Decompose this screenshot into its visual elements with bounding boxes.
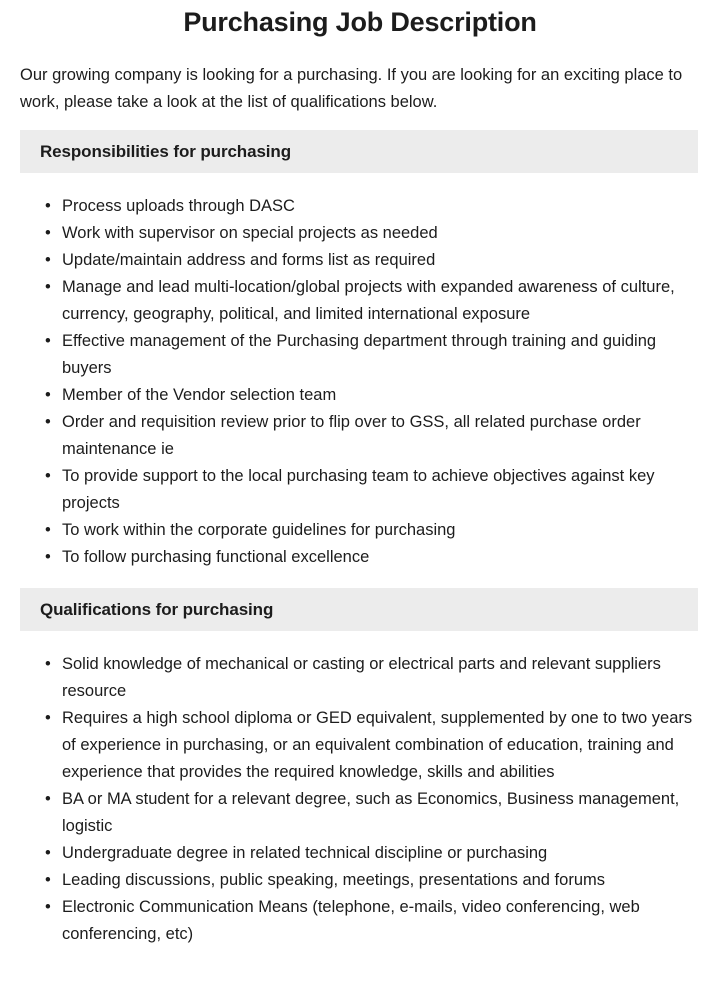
section-heading-responsibilities: Responsibilities for purchasing — [40, 141, 291, 161]
list-item: • Work with supervisor on special projects as needed — [62, 220, 696, 247]
section-header-responsibilities — [20, 130, 698, 173]
section-header-qualifications — [20, 588, 698, 631]
qualifications-list — [0, 651, 696, 948]
list-item: • Requires a high school diploma or GED equivalent, supplemented by one to two years of experience in purchasing, or an equivalent combination of education, training and experience that provides the required knowledge, skills and abilities — [62, 705, 696, 786]
intro-paragraph: Our growing company is looking for a purchasing. If you are looking for an exciting place to work, please take a look at the list of qualifications below. — [20, 66, 683, 111]
list-item: • Update/maintain address and forms list as required — [62, 247, 696, 274]
section-heading-qualifications: Qualifications for purchasing — [40, 599, 274, 619]
list-item: • Member of the Vendor selection team — [62, 382, 696, 409]
list-item: • Effective management of the Purchasing department through training and guiding buyers — [62, 328, 696, 382]
list-item: • Undergraduate degree in related technical discipline or purchasing — [62, 840, 696, 867]
list-item: • Process uploads through DASC — [62, 193, 696, 220]
page-title: Purchasing Job Description — [183, 7, 537, 37]
list-item: • Order and requisition review prior to flip over to GSS, all related purchase order maintenance ie — [62, 409, 696, 463]
responsibilities-list — [0, 193, 696, 571]
list-item: • Leading discussions, public speaking, meetings, presentations and forums — [62, 867, 696, 894]
list-item: • Manage and lead multi-location/global projects with expanded awareness of culture, currency, geography, political, and limited international exposure — [62, 274, 696, 328]
list-item: • To follow purchasing functional excellence — [62, 544, 696, 571]
list-item: • Solid knowledge of mechanical or casting or electrical parts and relevant suppliers resource — [62, 651, 696, 705]
list-item: • To work within the corporate guidelines for purchasing — [62, 517, 696, 544]
list-item: • BA or MA student for a relevant degree, such as Economics, Business management, logistic — [62, 786, 696, 840]
list-item: • To provide support to the local purchasing team to achieve objectives against key projects — [62, 463, 696, 517]
list-item: • Electronic Communication Means (telephone, e-mails, video conferencing, web conferencing, etc) — [62, 894, 696, 948]
